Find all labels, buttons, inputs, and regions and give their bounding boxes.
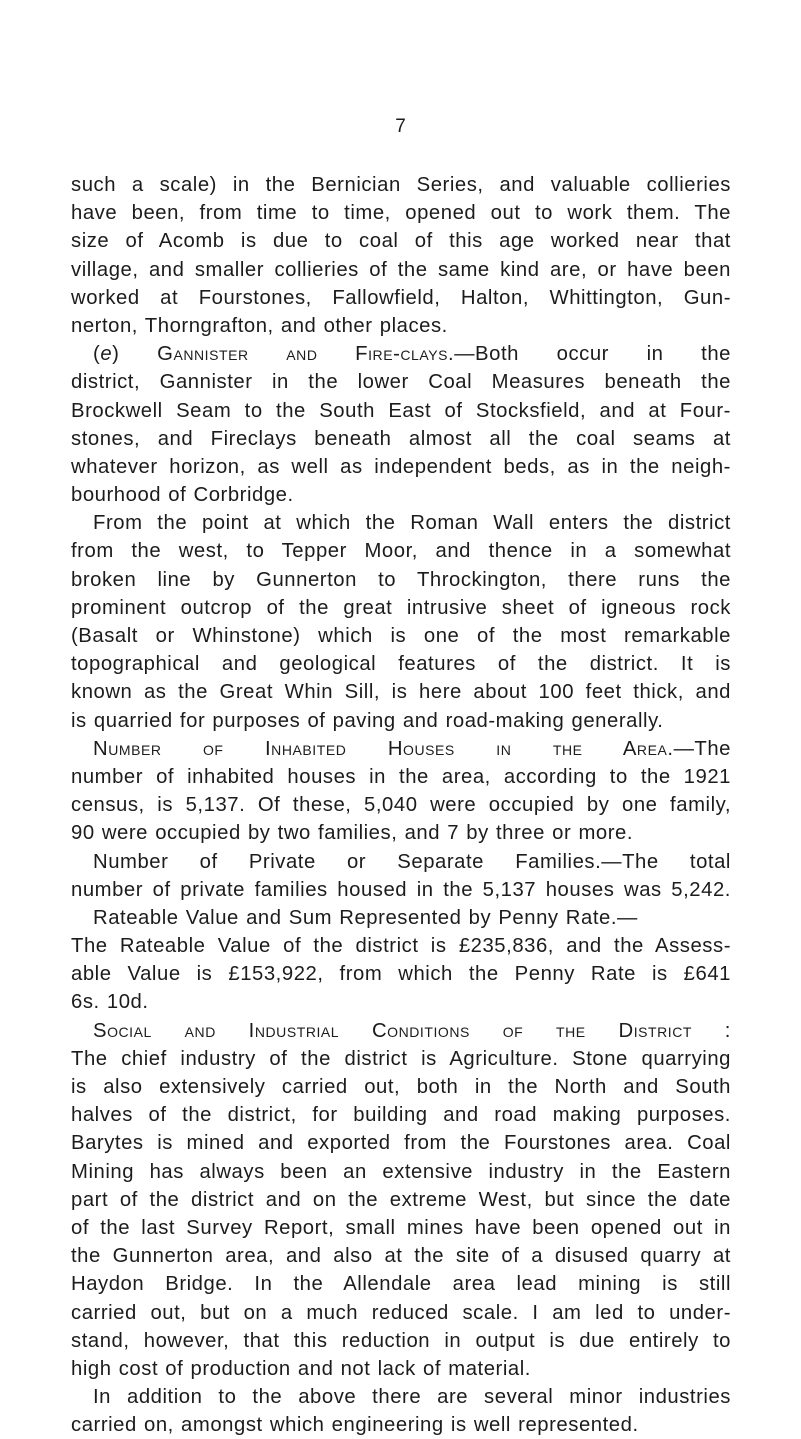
text-line bbox=[71, 566, 731, 594]
text-line bbox=[71, 171, 731, 199]
text-line bbox=[71, 791, 731, 819]
text-line bbox=[71, 932, 731, 960]
text-run bbox=[71, 738, 93, 760]
text-line bbox=[71, 509, 731, 537]
text-run: halves of the district, for building and road making purposes. bbox=[71, 1104, 731, 1127]
text-line bbox=[71, 1242, 731, 1270]
text-line bbox=[71, 1355, 731, 1383]
text-run: carried out, but on a much reduced scale. I am led to under- bbox=[71, 1301, 731, 1324]
text-run: Barytes is mined and exported from the Fourstones area. Coal bbox=[71, 1132, 731, 1155]
text-run: number of private families housed in the 5,137 houses was 5,242. bbox=[71, 878, 731, 901]
text-line bbox=[71, 1270, 731, 1298]
text-line bbox=[71, 1186, 731, 1214]
text-run: the Gunnerton area, and also at the site of a disused quarry at bbox=[71, 1245, 731, 1268]
text-line bbox=[71, 707, 731, 735]
text-run: whatever horizon, as well as independent beds, as in the neigh- bbox=[71, 455, 731, 478]
text-line bbox=[71, 1129, 731, 1157]
text-run: from the west, to Tepper Moor, and thence in a somewhat bbox=[71, 540, 731, 563]
text-line bbox=[71, 1327, 731, 1355]
text-run: stand, however, that this reduction in output is due entirely to bbox=[71, 1329, 731, 1352]
text-run: is quarried for purposes of paving and road-making generally. bbox=[71, 709, 664, 732]
text-run: district, Gannister in the lower Coal Measures beneath the bbox=[71, 371, 731, 394]
text-line bbox=[71, 312, 731, 340]
text-run: topographical and geological features of the district. It is bbox=[71, 653, 731, 676]
text-run: census, is 5,137. Of these, 5,040 were occupied by one family, bbox=[71, 794, 731, 817]
text-line bbox=[71, 1214, 731, 1242]
text-run: Number of Private or Separate Families.—The total bbox=[93, 850, 731, 873]
text-run: prominent outcrop of the great intrusive sheet of igneous rock bbox=[71, 596, 731, 619]
text-run: such a scale) in the Bernician Series, and valuable collieries bbox=[71, 174, 731, 196]
text-run: part of the district and on the extreme West, but since the date bbox=[71, 1188, 731, 1211]
text-line bbox=[71, 340, 731, 368]
text-line bbox=[71, 960, 731, 988]
body-text bbox=[71, 171, 731, 1439]
text-run: Brockwell Seam to the South East of Stocksfield, and at Four- bbox=[71, 399, 731, 422]
text-line bbox=[71, 904, 731, 932]
text-run: worked at Fourstones, Fallowfield, Halton, Whittington, Gun- bbox=[71, 286, 731, 309]
text-run bbox=[71, 1020, 93, 1042]
text-run: village, and smaller collieries of the same kind are, or have been bbox=[71, 258, 731, 281]
text-line bbox=[71, 1383, 731, 1411]
text-line bbox=[71, 1411, 731, 1439]
text-run: The Rateable Value of the district is £235,836, and the Assess- bbox=[71, 935, 731, 958]
text-run: In addition to the above there are several minor industries bbox=[93, 1386, 731, 1409]
text-line bbox=[71, 622, 731, 650]
text-line bbox=[71, 988, 731, 1016]
text-line bbox=[71, 453, 731, 481]
text-line bbox=[71, 537, 731, 565]
text-run: ( bbox=[93, 343, 101, 366]
text-line bbox=[71, 1045, 731, 1073]
text-run: size of Acomb is due to coal of this age worked near that bbox=[71, 230, 731, 253]
page-number: 7 bbox=[395, 116, 406, 137]
text-run: —The bbox=[673, 737, 731, 760]
text-line bbox=[71, 876, 731, 904]
text-line bbox=[71, 1299, 731, 1327]
text-run: From the point at which the Roman Wall enters the district bbox=[93, 512, 731, 535]
text-run: Mining has always been an extensive industry in the Eastern bbox=[71, 1160, 731, 1183]
text-line bbox=[71, 678, 731, 706]
text-run: The chief industry of the district is Agriculture. Stone quarrying bbox=[71, 1047, 731, 1070]
text-line bbox=[71, 650, 731, 678]
text-line bbox=[71, 368, 731, 396]
text-line bbox=[71, 397, 731, 425]
text-run: Rateable Value and Sum Represented by Penny Rate.— bbox=[93, 906, 638, 929]
text-line bbox=[71, 1017, 731, 1045]
text-line bbox=[71, 199, 731, 227]
text-line bbox=[71, 481, 731, 509]
text-run: Gannister and Fire-clays. bbox=[157, 343, 455, 366]
text-run: Social and Industrial Conditions of the District : bbox=[93, 1019, 731, 1042]
text-line bbox=[71, 763, 731, 791]
text-run: 90 were occupied by two families, and 7 by three or more. bbox=[71, 822, 634, 845]
text-run: known as the Great Whin Sill, is here about 100 feet thick, and bbox=[71, 681, 731, 704]
text-run: Number of Inhabited Houses in the Area. bbox=[93, 737, 674, 760]
text-line bbox=[71, 594, 731, 622]
text-run: bourhood of Corbridge. bbox=[71, 484, 294, 507]
text-line bbox=[71, 425, 731, 453]
text-run: e bbox=[100, 343, 113, 366]
text-line bbox=[71, 848, 731, 876]
text-run: is also extensively carried out, both in the North and South bbox=[71, 1076, 731, 1098]
text-line bbox=[71, 227, 731, 255]
text-run: (Basalt or Whinstone) which is one of the most remarkable bbox=[71, 625, 731, 647]
text-line bbox=[71, 284, 731, 312]
text-run: —Both occur in the bbox=[454, 343, 731, 366]
text-line bbox=[71, 735, 731, 763]
text-line bbox=[71, 1158, 731, 1186]
text-line bbox=[71, 1101, 731, 1129]
text-line bbox=[71, 256, 731, 284]
text-run: of the last Survey Report, small mines have been opened out in bbox=[71, 1216, 731, 1239]
text-run: Haydon Bridge. In the Allendale area lead mining is still bbox=[71, 1273, 731, 1296]
text-run: nerton, Thorngrafton, and other places. bbox=[71, 314, 448, 337]
text-run: have been, from time to time, opened out to work them. The bbox=[71, 202, 731, 225]
text-run: high cost of production and not lack of material. bbox=[71, 1357, 531, 1380]
text-line bbox=[71, 1073, 731, 1101]
text-run: carried on, amongst which engineering is well represented. bbox=[71, 1414, 639, 1437]
text-run: number of inhabited houses in the area, according to the 1921 bbox=[71, 765, 731, 788]
text-run: ) bbox=[112, 343, 158, 366]
text-run: broken line by Gunnerton to Throckington, there runs the bbox=[71, 568, 731, 591]
text-run: stones, and Fireclays beneath almost all the coal seams at bbox=[71, 427, 731, 450]
text-line bbox=[71, 819, 731, 847]
text-run: able Value is £153,922, from which the Penny Rate is £641 bbox=[71, 963, 731, 986]
text-run: 6s. 10d. bbox=[71, 991, 149, 1014]
